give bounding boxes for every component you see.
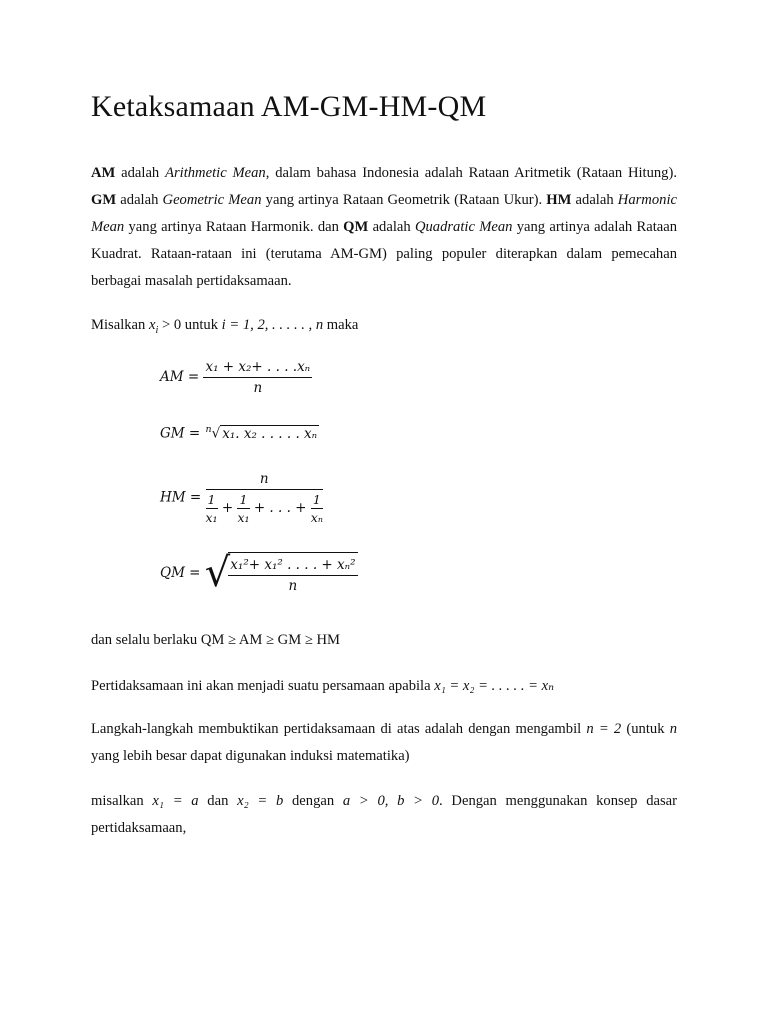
am-fraction: [203, 359, 312, 396]
page-title: Ketaksamaan AM-GM-HM-QM: [91, 90, 487, 123]
am-term: Arithmetic Mean: [165, 165, 266, 181]
hm-lhs: HM =: [160, 489, 202, 506]
misal2-text: dan: [198, 793, 238, 809]
misal2-text: . Dengan menggunakan konsep dasar pertidaksamaan,: [91, 793, 677, 836]
hm-term-3-num: 1: [311, 492, 323, 509]
hm-plus: +: [217, 500, 238, 516]
hm-term-2-num: 1: [237, 492, 249, 509]
hm-term-1: [206, 492, 218, 525]
intro-text: yang artinya adalah Rataan Kuadrat. Rataan-rataan ini (terutama AM-GM) paling populer diterapkan dalam pemecahan berbagai masalah pertidaksamaan.: [91, 219, 678, 289]
qm-term: Quadratic Mean: [414, 219, 513, 235]
hm-term-2: [237, 492, 249, 525]
langkah-paragraph: [91, 716, 677, 770]
intro-text: , dalam bahasa Indonesia adalah Rataan Aritmetik (Rataan Hitung).: [265, 165, 677, 181]
hm-fraction: [206, 471, 323, 525]
qm-lhs: QM =: [160, 565, 201, 581]
equality-text: Pertidaksamaan ini akan menjadi suatu persamaan apabila: [91, 678, 435, 694]
hm-term-2-den: x₁: [237, 510, 250, 525]
am-abbr: AM: [91, 165, 116, 181]
misal2-text: misalkan: [91, 793, 153, 809]
qm-abbr: QM: [343, 219, 369, 235]
positivity-condition: a > 0, b > 0: [342, 793, 440, 809]
gm-lhs: GM =: [160, 425, 201, 442]
gm-abbr: GM: [91, 192, 117, 208]
misal2-text: dengan: [283, 793, 343, 809]
intro-paragraph: [91, 160, 677, 295]
hm-term-1-den: x₁: [205, 510, 218, 525]
hm-term-3-den: xₙ: [310, 510, 323, 525]
langkah-text: Langkah-langkah membuktikan pertidaksamaan di atas adalah dengan mengambil: [91, 721, 587, 737]
intro-text: yang artinya Rataan Geometrik (Rataan Ukur).: [261, 192, 547, 208]
equality-line: [91, 676, 554, 696]
misalkan-text: Misalkan: [91, 317, 149, 333]
subscript-i: i: [155, 324, 159, 336]
x1-equals-a: x₁ = a: [152, 793, 199, 809]
radical-sign: √: [211, 425, 221, 442]
hm-numerator: n: [206, 471, 323, 490]
misalkan2-paragraph: [91, 788, 677, 842]
am-formula: [160, 359, 312, 396]
hm-term: Harmonic Mean: [91, 192, 677, 235]
hm-dots: + . . . +: [249, 500, 311, 516]
radical-sign: √: [204, 550, 231, 596]
hm-abbr: HM: [546, 192, 572, 208]
intro-text: adalah: [571, 192, 618, 208]
langkah-text: yang lebih besar dapat digunakan induksi matematika): [91, 748, 410, 764]
hm-term-1-num: 1: [206, 492, 218, 509]
intro-text: yang artinya Rataan Harmonik. dan: [124, 219, 344, 235]
am-denominator: n: [253, 380, 263, 396]
qm-formula: [160, 552, 358, 594]
qm-denominator: n: [288, 578, 298, 594]
qm-numerator: x₁²+ x₁² . . . . + xₙ²: [228, 557, 357, 576]
equality-expression: x₁ = x₂ = . . . . . = xₙ: [434, 678, 554, 694]
gm-root-index: n: [205, 424, 212, 435]
hm-formula: [160, 471, 323, 525]
hm-denominator: [206, 490, 323, 525]
variable-n: n: [669, 721, 677, 737]
relation-line: dan selalu berlaku QM ≥ AM ≥ GM ≥ HM: [91, 632, 340, 648]
x2-equals-b: x₂ = b: [237, 793, 284, 809]
intro-text: adalah: [115, 165, 166, 181]
qm-fraction: [228, 552, 357, 594]
condition-text: > 0 untuk: [158, 317, 222, 333]
misalkan-line: [91, 315, 358, 341]
variable-x: x: [148, 317, 156, 333]
index-range: i = 1, 2, . . . . . , n: [221, 317, 324, 333]
intro-text: adalah: [116, 192, 163, 208]
am-lhs: AM =: [160, 369, 200, 385]
am-numerator: x₁ + x₂+ . . . .xₙ: [203, 359, 312, 378]
hm-term-3: [311, 492, 323, 525]
gm-radicand: x₁. x₂ . . . . . xₙ: [222, 425, 318, 442]
langkah-text: (untuk: [621, 721, 670, 737]
gm-formula: [160, 424, 319, 442]
n-equals-2: n = 2: [586, 721, 622, 737]
gm-term: Geometric Mean: [162, 192, 262, 208]
misalkan-suffix: maka: [323, 317, 359, 333]
intro-text: adalah: [368, 219, 415, 235]
